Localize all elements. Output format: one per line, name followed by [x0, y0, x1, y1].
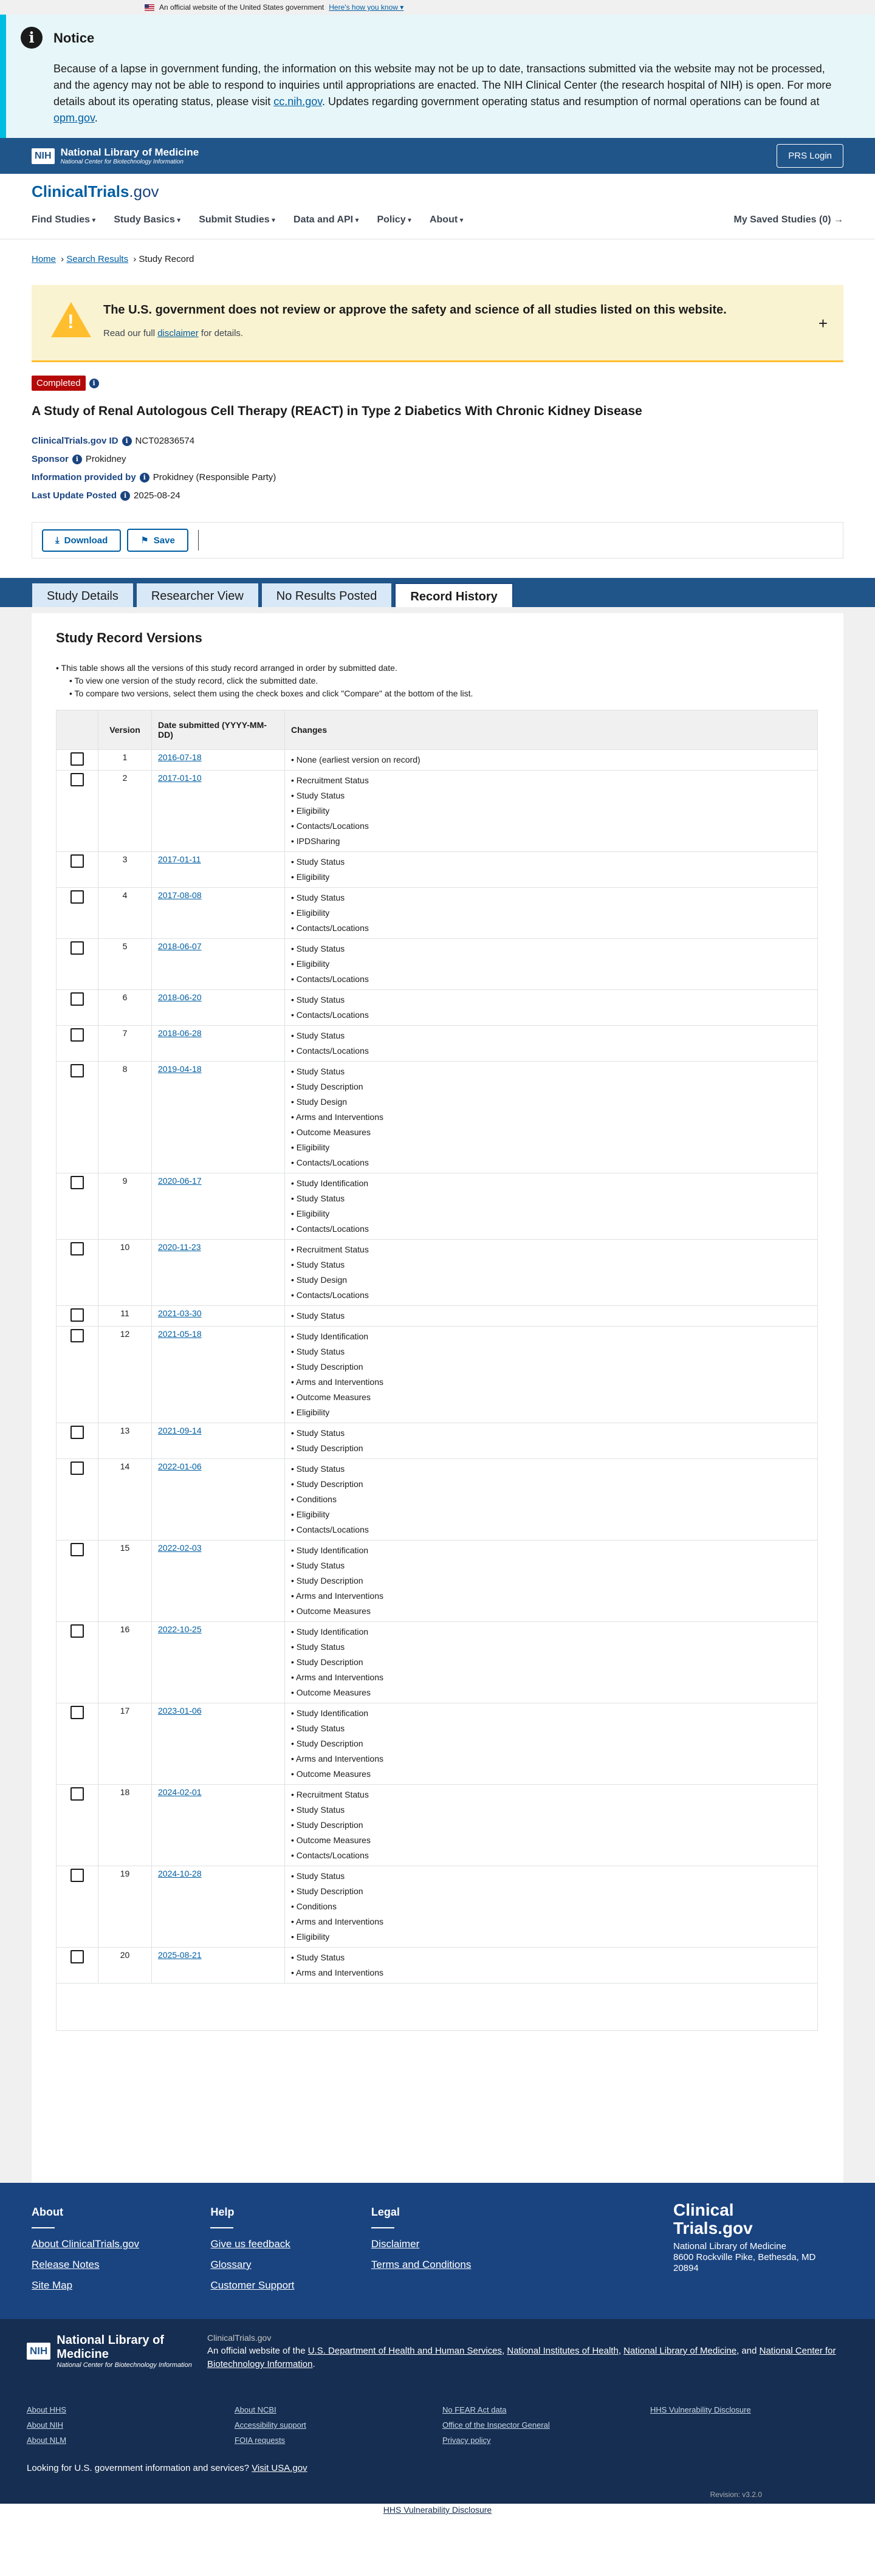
id-label: ClinicalTrials.gov ID — [32, 436, 118, 446]
change-item: • Outcome Measures — [291, 1767, 811, 1782]
version-checkbox[interactable] — [70, 1028, 84, 1042]
nav-policy[interactable]: Policy ▾ — [377, 215, 411, 225]
version-date-link[interactable]: 2018-06-20 — [158, 992, 202, 1002]
change-item: • Study Status — [291, 1426, 811, 1441]
usa-gov-text: Looking for U.S. government information and services? Visit USA.gov — [27, 2463, 307, 2473]
change-item: • Arms and Interventions — [291, 1914, 811, 1929]
change-item: • Study Description — [291, 1818, 811, 1833]
identity-links — [27, 2405, 848, 2445]
nih-link[interactable]: National Institutes of Health — [507, 2346, 619, 2356]
change-item: • Contacts/Locations — [291, 1848, 811, 1863]
col-version: Version — [98, 710, 152, 750]
versions-description — [56, 662, 819, 700]
change-item: • Contacts/Locations — [291, 1155, 811, 1170]
footer-brand-line1: Clinical — [673, 2200, 734, 2219]
version-date-link[interactable]: 2018-06-28 — [158, 1028, 202, 1038]
changes-list — [291, 1064, 811, 1170]
col-date: Date submitted (YYYY-MM-DD) — [152, 710, 285, 750]
breadcrumb-home[interactable]: Home — [32, 254, 57, 264]
change-item: • Study Description — [291, 1884, 811, 1899]
change-item: • Study Status — [291, 1640, 811, 1655]
version-number: 18 — [98, 1785, 152, 1866]
change-item: • Arms and Interventions — [291, 1589, 811, 1604]
change-item: • Eligibility — [291, 1405, 811, 1420]
change-item: • Contacts/Locations — [291, 819, 811, 834]
action-divider — [198, 530, 199, 551]
footer-link[interactable]: Give us feedback — [210, 2238, 290, 2250]
status-badge: Completed — [32, 376, 86, 391]
version-checkbox[interactable] — [70, 1242, 84, 1255]
version-date-link[interactable]: 2023-01-06 — [158, 1706, 202, 1716]
change-item: • Contacts/Locations — [291, 921, 811, 936]
changes-list — [291, 890, 811, 936]
version-number: 7 — [98, 1026, 152, 1062]
change-item: • Eligibility — [291, 870, 811, 885]
change-item: • Study Status — [291, 1869, 811, 1884]
footer-brand-line2: Trials.gov — [673, 2219, 753, 2238]
ncbi-link[interactable]: National Center for Biotechnology Information — [207, 2346, 836, 2369]
tab-researcher-view[interactable]: Researcher View — [136, 583, 259, 607]
changes-list — [291, 1461, 811, 1537]
version-date-link[interactable]: 2021-05-18 — [158, 1329, 202, 1339]
change-item: • Contacts/Locations — [291, 972, 811, 987]
change-item: • Study Design — [291, 1273, 811, 1288]
table-row — [57, 888, 818, 939]
change-item: • Study Identification — [291, 1176, 811, 1191]
version-number: 9 — [98, 1173, 152, 1240]
changes-list — [291, 1706, 811, 1782]
version-date-link[interactable]: 2017-08-08 — [158, 890, 202, 900]
change-item: • Study Description — [291, 1079, 811, 1094]
prs-login-button[interactable]: PRS Login — [777, 144, 843, 168]
col-select — [57, 710, 98, 750]
save-button[interactable]: ⚑ Save — [127, 529, 188, 552]
site-footer — [0, 2183, 875, 2319]
breadcrumb: Home › Search Results › Study Record — [32, 254, 194, 264]
nlm-title: National Library of Medicine — [60, 146, 199, 158]
table-row — [57, 771, 818, 852]
version-number: 6 — [98, 990, 152, 1026]
changes-list — [291, 1176, 811, 1237]
version-checkbox[interactable] — [70, 1426, 84, 1439]
change-item: • IPDSharing — [291, 834, 811, 849]
sponsor-info-icon[interactable]: i — [72, 455, 82, 464]
gov-banner-text: An official website of the United States government — [159, 3, 324, 12]
footer-legal — [371, 2206, 471, 2279]
nlm-footer-logo[interactable] — [27, 2331, 194, 2371]
changes-list — [291, 854, 811, 885]
col-changes: Changes — [285, 710, 818, 750]
sponsor-value: Prokidney — [85, 454, 126, 464]
identity-link[interactable]: FOIA requests — [235, 2436, 286, 2445]
version-checkbox[interactable] — [70, 992, 84, 1006]
version-checkbox[interactable] — [70, 1461, 84, 1475]
change-item: • Recruitment Status — [291, 1787, 811, 1802]
changes-list — [291, 1426, 811, 1456]
my-saved-studies-link[interactable]: My Saved Studies (0) → — [733, 215, 843, 225]
version-date-link[interactable]: 2018-06-07 — [158, 941, 202, 951]
table-row — [57, 1540, 818, 1622]
versions-table — [56, 710, 818, 2031]
footer-ct-label: ClinicalTrials.gov — [207, 2333, 272, 2343]
update-value: 2025-08-24 — [134, 490, 180, 501]
identity-link[interactable]: No FEAR Act data — [442, 2405, 507, 2414]
desc-item: • This table shows all the versions of this study record arranged in order by submitted date. — [56, 662, 819, 675]
version-checkbox[interactable] — [70, 1543, 84, 1556]
changes-list — [291, 1543, 811, 1619]
version-checkbox[interactable] — [70, 1176, 84, 1189]
identity-link[interactable]: About NLM — [27, 2436, 67, 2445]
version-number: 1 — [98, 750, 152, 771]
us-flag-icon — [145, 4, 154, 11]
version-date-link[interactable]: 2017-01-10 — [158, 773, 202, 783]
table-row — [57, 990, 818, 1026]
version-number: 8 — [98, 1062, 152, 1173]
version-number: 20 — [98, 1948, 152, 1984]
change-item: • Study Status — [291, 1344, 811, 1359]
clinicaltrials-logo[interactable]: ClinicalTrials.gov — [32, 182, 159, 201]
footer-link[interactable]: Disclaimer — [371, 2238, 420, 2250]
identity-link[interactable]: About HHS — [27, 2405, 67, 2414]
table-row — [57, 1703, 818, 1785]
change-item: • Arms and Interventions — [291, 1110, 811, 1125]
footer-link[interactable]: Site Map — [32, 2279, 73, 2291]
version-date-link[interactable]: 2019-04-18 — [158, 1064, 202, 1074]
version-number: 13 — [98, 1423, 152, 1459]
identity-link[interactable]: Office of the Inspector General — [442, 2420, 550, 2430]
provided-info-icon[interactable]: i — [140, 473, 149, 483]
changes-list — [291, 1950, 811, 1980]
change-item: • Study Description — [291, 1655, 811, 1670]
change-item: • Conditions — [291, 1492, 811, 1507]
nih-logo: NIH — [32, 148, 55, 164]
nih-logo: NIH — [27, 2343, 50, 2360]
change-item: • None (earliest version on record) — [291, 752, 811, 768]
table-row — [57, 939, 818, 990]
tab-record-history[interactable]: Record History — [394, 583, 513, 607]
study-title: A Study of Renal Autologous Cell Therapy (REACT) in Type 2 Diabetics With Chronic Kidney Disease — [32, 404, 642, 418]
change-item: • Recruitment Status — [291, 773, 811, 788]
version-number: 16 — [98, 1622, 152, 1703]
download-button[interactable]: ⤓ Download — [42, 529, 121, 552]
version-number: 11 — [98, 1306, 152, 1327]
table-row — [57, 1948, 818, 1984]
nlm-subtitle: National Center for Biotechnology Information — [57, 2361, 192, 2369]
footer-brand — [673, 2201, 843, 2274]
version-date-link[interactable]: 2024-10-28 — [158, 1869, 202, 1878]
versions-title: Study Record Versions — [56, 630, 202, 645]
changes-list — [291, 941, 811, 987]
changes-list — [291, 1242, 811, 1303]
version-number: 12 — [98, 1327, 152, 1423]
change-item: • Study Identification — [291, 1624, 811, 1640]
changes-list — [291, 1624, 811, 1700]
main-nav — [32, 215, 843, 225]
identity-link[interactable]: Accessibility support — [235, 2420, 306, 2430]
changes-list — [291, 1787, 811, 1863]
version-checkbox[interactable] — [70, 752, 84, 766]
change-item: • Eligibility — [291, 1507, 811, 1522]
gov-banner — [0, 0, 875, 15]
versions-card — [32, 613, 843, 2183]
table-row — [57, 1173, 818, 1240]
version-checkbox[interactable] — [70, 1329, 84, 1342]
info-icon: i — [21, 27, 43, 49]
table-row — [57, 1622, 818, 1703]
cc-nih-link[interactable]: cc.nih.gov — [273, 95, 322, 108]
nav-study-basics[interactable]: Study Basics ▾ — [114, 215, 180, 225]
nav-data-api[interactable]: Data and API ▾ — [293, 215, 359, 225]
version-date-link[interactable]: 2021-03-30 — [158, 1308, 202, 1318]
disclaimer-title: The U.S. government does not review or approve the safety and science of all studies listed on this website. — [103, 303, 727, 317]
identity-footer — [0, 2319, 875, 2504]
change-item: • Contacts/Locations — [291, 1288, 811, 1303]
study-id: NCT02836574 — [135, 436, 195, 446]
version-date-link[interactable]: 2022-10-25 — [158, 1624, 202, 1634]
change-item: • Eligibility — [291, 905, 811, 921]
change-item: • Eligibility — [291, 957, 811, 972]
change-item: • Arms and Interventions — [291, 1375, 811, 1390]
nlm-title: National Library of Medicine — [57, 2334, 164, 2361]
main-content — [0, 607, 875, 2183]
changes-list — [291, 773, 811, 849]
version-date-link[interactable]: 2024-02-01 — [158, 1787, 202, 1797]
change-item: • Eligibility — [291, 1140, 811, 1155]
change-item: • Arms and Interventions — [291, 1965, 811, 1980]
revision-label: Revision: v3.2.0 — [710, 2490, 762, 2499]
official-website-text: ClinicalTrials.gov An official website of the U.S. Department of Health and Human Services, National Institutes of Health, National Library of Medicine, and National Center for Biotechnology Information. — [207, 2331, 848, 2371]
update-info-icon[interactable]: i — [120, 491, 130, 501]
nav-find-studies[interactable]: Find Studies ▾ — [32, 215, 95, 225]
change-item: • Study Status — [291, 1461, 811, 1477]
nav-about[interactable]: About ▾ — [430, 215, 464, 225]
version-checkbox[interactable] — [70, 1706, 84, 1719]
change-item: • Conditions — [291, 1899, 811, 1914]
change-item: • Study Identification — [291, 1706, 811, 1721]
version-checkbox[interactable] — [70, 941, 84, 955]
change-item: • Study Description — [291, 1477, 811, 1492]
version-checkbox[interactable] — [70, 1624, 84, 1638]
hhs-link[interactable]: U.S. Department of Health and Human Services — [307, 2346, 503, 2356]
change-item: • Study Status — [291, 1257, 811, 1273]
table-row — [57, 852, 818, 888]
identity-link[interactable]: Privacy policy — [442, 2436, 491, 2445]
table-row — [57, 750, 818, 771]
opm-link[interactable]: opm.gov — [53, 112, 95, 124]
change-item: • Study Status — [291, 1950, 811, 1965]
expand-plus-icon[interactable]: + — [818, 314, 828, 332]
version-number: 17 — [98, 1703, 152, 1785]
table-row — [57, 1306, 818, 1327]
change-item: • Study Status — [291, 890, 811, 905]
changes-list — [291, 1308, 811, 1324]
change-item: • Study Status — [291, 1064, 811, 1079]
change-item: • Contacts/Locations — [291, 1522, 811, 1537]
breadcrumb-current: Study Record — [139, 254, 194, 264]
change-item: • Eligibility — [291, 1929, 811, 1945]
change-item: • Arms and Interventions — [291, 1670, 811, 1685]
version-checkbox[interactable] — [70, 854, 84, 868]
study-header — [0, 362, 875, 558]
version-checkbox[interactable] — [70, 1308, 84, 1322]
change-item: • Contacts/Locations — [291, 1043, 811, 1059]
change-item: • Study Status — [291, 1308, 811, 1324]
change-item: • Outcome Measures — [291, 1390, 811, 1405]
desc-item: • To view one version of the study record, click the submitted date. — [56, 675, 819, 687]
change-item: • Study Status — [291, 941, 811, 957]
nlm-link[interactable]: National Library of Medicine — [623, 2346, 737, 2356]
version-checkbox[interactable] — [70, 773, 84, 786]
action-bar — [32, 522, 843, 558]
provided-value: Prokidney (Responsible Party) — [153, 472, 276, 483]
identity-link[interactable]: About NIH — [27, 2420, 63, 2430]
version-checkbox[interactable] — [70, 890, 84, 904]
provided-label: Information provided by — [32, 472, 136, 483]
change-item: • Eligibility — [291, 803, 811, 819]
change-item: • Study Status — [291, 1802, 811, 1818]
change-item: • Outcome Measures — [291, 1604, 811, 1619]
change-item: • Arms and Interventions — [291, 1751, 811, 1767]
change-item: • Contacts/Locations — [291, 1008, 811, 1023]
update-label: Last Update Posted — [32, 490, 117, 501]
version-date-link[interactable]: 2022-01-06 — [158, 1461, 202, 1471]
footer-link[interactable]: About ClinicalTrials.gov — [32, 2238, 139, 2250]
breadcrumb-search-results[interactable]: Search Results — [66, 254, 129, 264]
changes-list — [291, 1329, 811, 1420]
change-item: • Study Status — [291, 1028, 811, 1043]
version-number: 4 — [98, 888, 152, 939]
ct-header — [0, 174, 875, 239]
footer-link[interactable]: Terms and Conditions — [371, 2259, 472, 2270]
footer-help — [210, 2206, 307, 2300]
change-item: • Outcome Measures — [291, 1685, 811, 1700]
change-item: • Study Status — [291, 1191, 811, 1206]
change-item: • Study Description — [291, 1359, 811, 1375]
version-date-link[interactable]: 2021-09-14 — [158, 1426, 202, 1435]
download-icon: ⤓ — [55, 535, 60, 546]
version-number: 10 — [98, 1240, 152, 1306]
nlm-header — [0, 138, 875, 174]
table-row — [57, 1240, 818, 1306]
version-number: 3 — [98, 852, 152, 888]
footer-link[interactable]: Release Notes — [32, 2259, 100, 2270]
bookmark-icon: ⚑ — [140, 535, 149, 546]
version-date-link[interactable]: 2020-06-17 — [158, 1176, 202, 1186]
table-row — [57, 1459, 818, 1540]
version-number: 19 — [98, 1866, 152, 1948]
hhs-vulnerability-link[interactable]: HHS Vulnerability Disclosure — [383, 2505, 492, 2515]
change-item: • Eligibility — [291, 1206, 811, 1221]
nlm-subtitle: National Center for Biotechnology Information — [60, 159, 184, 165]
tab-bar — [0, 578, 875, 607]
change-item: • Contacts/Locations — [291, 1221, 811, 1237]
footer-about — [32, 2206, 147, 2300]
version-date-link[interactable]: 2022-02-03 — [158, 1543, 202, 1553]
changes-list — [291, 1869, 811, 1945]
desc-item: • To compare two versions, select them using the check boxes and click "Compare" at the bottom of the list. — [56, 687, 819, 700]
change-item: • Outcome Measures — [291, 1833, 811, 1848]
footer-help-title: Help — [210, 2206, 235, 2218]
footer-org: National Library of Medicine — [673, 2241, 786, 2251]
change-item: • Study Description — [291, 1441, 811, 1456]
version-checkbox[interactable] — [70, 1064, 84, 1077]
changes-list — [291, 1028, 811, 1059]
version-number: 15 — [98, 1540, 152, 1622]
change-item: • Study Identification — [291, 1329, 811, 1344]
change-item: • Study Description — [291, 1573, 811, 1589]
bottom-link-bar — [0, 2504, 875, 2518]
disclaimer-link[interactable]: disclaimer — [157, 328, 199, 338]
disclaimer-text: Read our full disclaimer for details. — [103, 328, 244, 338]
version-date-link[interactable]: 2017-01-11 — [158, 854, 201, 864]
nav-submit-studies[interactable]: Submit Studies ▾ — [199, 215, 275, 225]
tab-no-results-posted[interactable]: No Results Posted — [261, 583, 393, 607]
change-item: • Study Status — [291, 1558, 811, 1573]
change-item: • Study Description — [291, 1736, 811, 1751]
footer-address: 8600 Rockville Pike, Bethesda, MD 20894 — [673, 2252, 816, 2273]
id-info-icon[interactable]: i — [122, 436, 132, 446]
footer-legal-title: Legal — [371, 2206, 400, 2218]
footer-about-title: About — [32, 2206, 63, 2218]
table-row — [57, 1062, 818, 1173]
change-item: • Recruitment Status — [291, 1242, 811, 1257]
notice-title: Notice — [53, 30, 95, 46]
warning-icon: ! — [51, 302, 91, 337]
version-date-link[interactable]: 2020-11-23 — [158, 1242, 201, 1252]
sponsor-label: Sponsor — [32, 454, 69, 464]
nlm-logo[interactable] — [32, 146, 199, 165]
version-date-link[interactable]: 2016-07-18 — [158, 752, 202, 762]
change-item: • Outcome Measures — [291, 1125, 811, 1140]
table-footer — [57, 1984, 818, 2031]
usa-gov-link[interactable]: Visit USA.gov — [252, 2463, 307, 2473]
change-item: • Study Status — [291, 854, 811, 870]
change-item: • Study Identification — [291, 1543, 811, 1558]
notice-banner — [0, 15, 875, 138]
change-item: • Study Status — [291, 992, 811, 1008]
changes-list — [291, 992, 811, 1023]
table-row — [57, 1327, 818, 1423]
table-row — [57, 1423, 818, 1459]
footer-link[interactable]: Customer Support — [210, 2279, 295, 2291]
version-checkbox[interactable] — [70, 1950, 84, 1963]
changes-list — [291, 752, 811, 768]
notice-body: Because of a lapse in government funding, the information on this website may not be up to date, transactions submitted via the website may not be processed, and the agency may not be able to respond to inquiries until appropriations are enacted. The NIH Clinical Center (the research hospital of NIH) is open. For more details about its operating status, please visit cc.nih.gov. Updates regarding government operating status and resumption of normal operations can be found at opm.gov. — [53, 63, 832, 124]
tab-study-details[interactable]: Study Details — [32, 583, 134, 607]
change-item: • Study Status — [291, 788, 811, 803]
version-number: 5 — [98, 939, 152, 990]
study-meta — [32, 432, 843, 505]
version-checkbox[interactable] — [70, 1869, 84, 1882]
version-checkbox[interactable] — [70, 1787, 84, 1801]
heres-how-link[interactable]: Here's how you know ▾ — [329, 3, 404, 12]
version-date-link[interactable]: 2025-08-21 — [158, 1950, 202, 1960]
footer-link[interactable]: Glossary — [210, 2259, 252, 2270]
table-row — [57, 1866, 818, 1948]
change-item: • Study Design — [291, 1094, 811, 1110]
identity-link[interactable]: About NCBI — [235, 2405, 276, 2414]
status-info-icon[interactable]: i — [89, 379, 99, 388]
table-row — [57, 1785, 818, 1866]
table-row — [57, 1026, 818, 1062]
identity-link[interactable]: HHS Vulnerability Disclosure — [650, 2405, 751, 2414]
version-number: 14 — [98, 1459, 152, 1540]
version-number: 2 — [98, 771, 152, 852]
disclaimer-alert — [32, 285, 843, 362]
change-item: • Study Status — [291, 1721, 811, 1736]
